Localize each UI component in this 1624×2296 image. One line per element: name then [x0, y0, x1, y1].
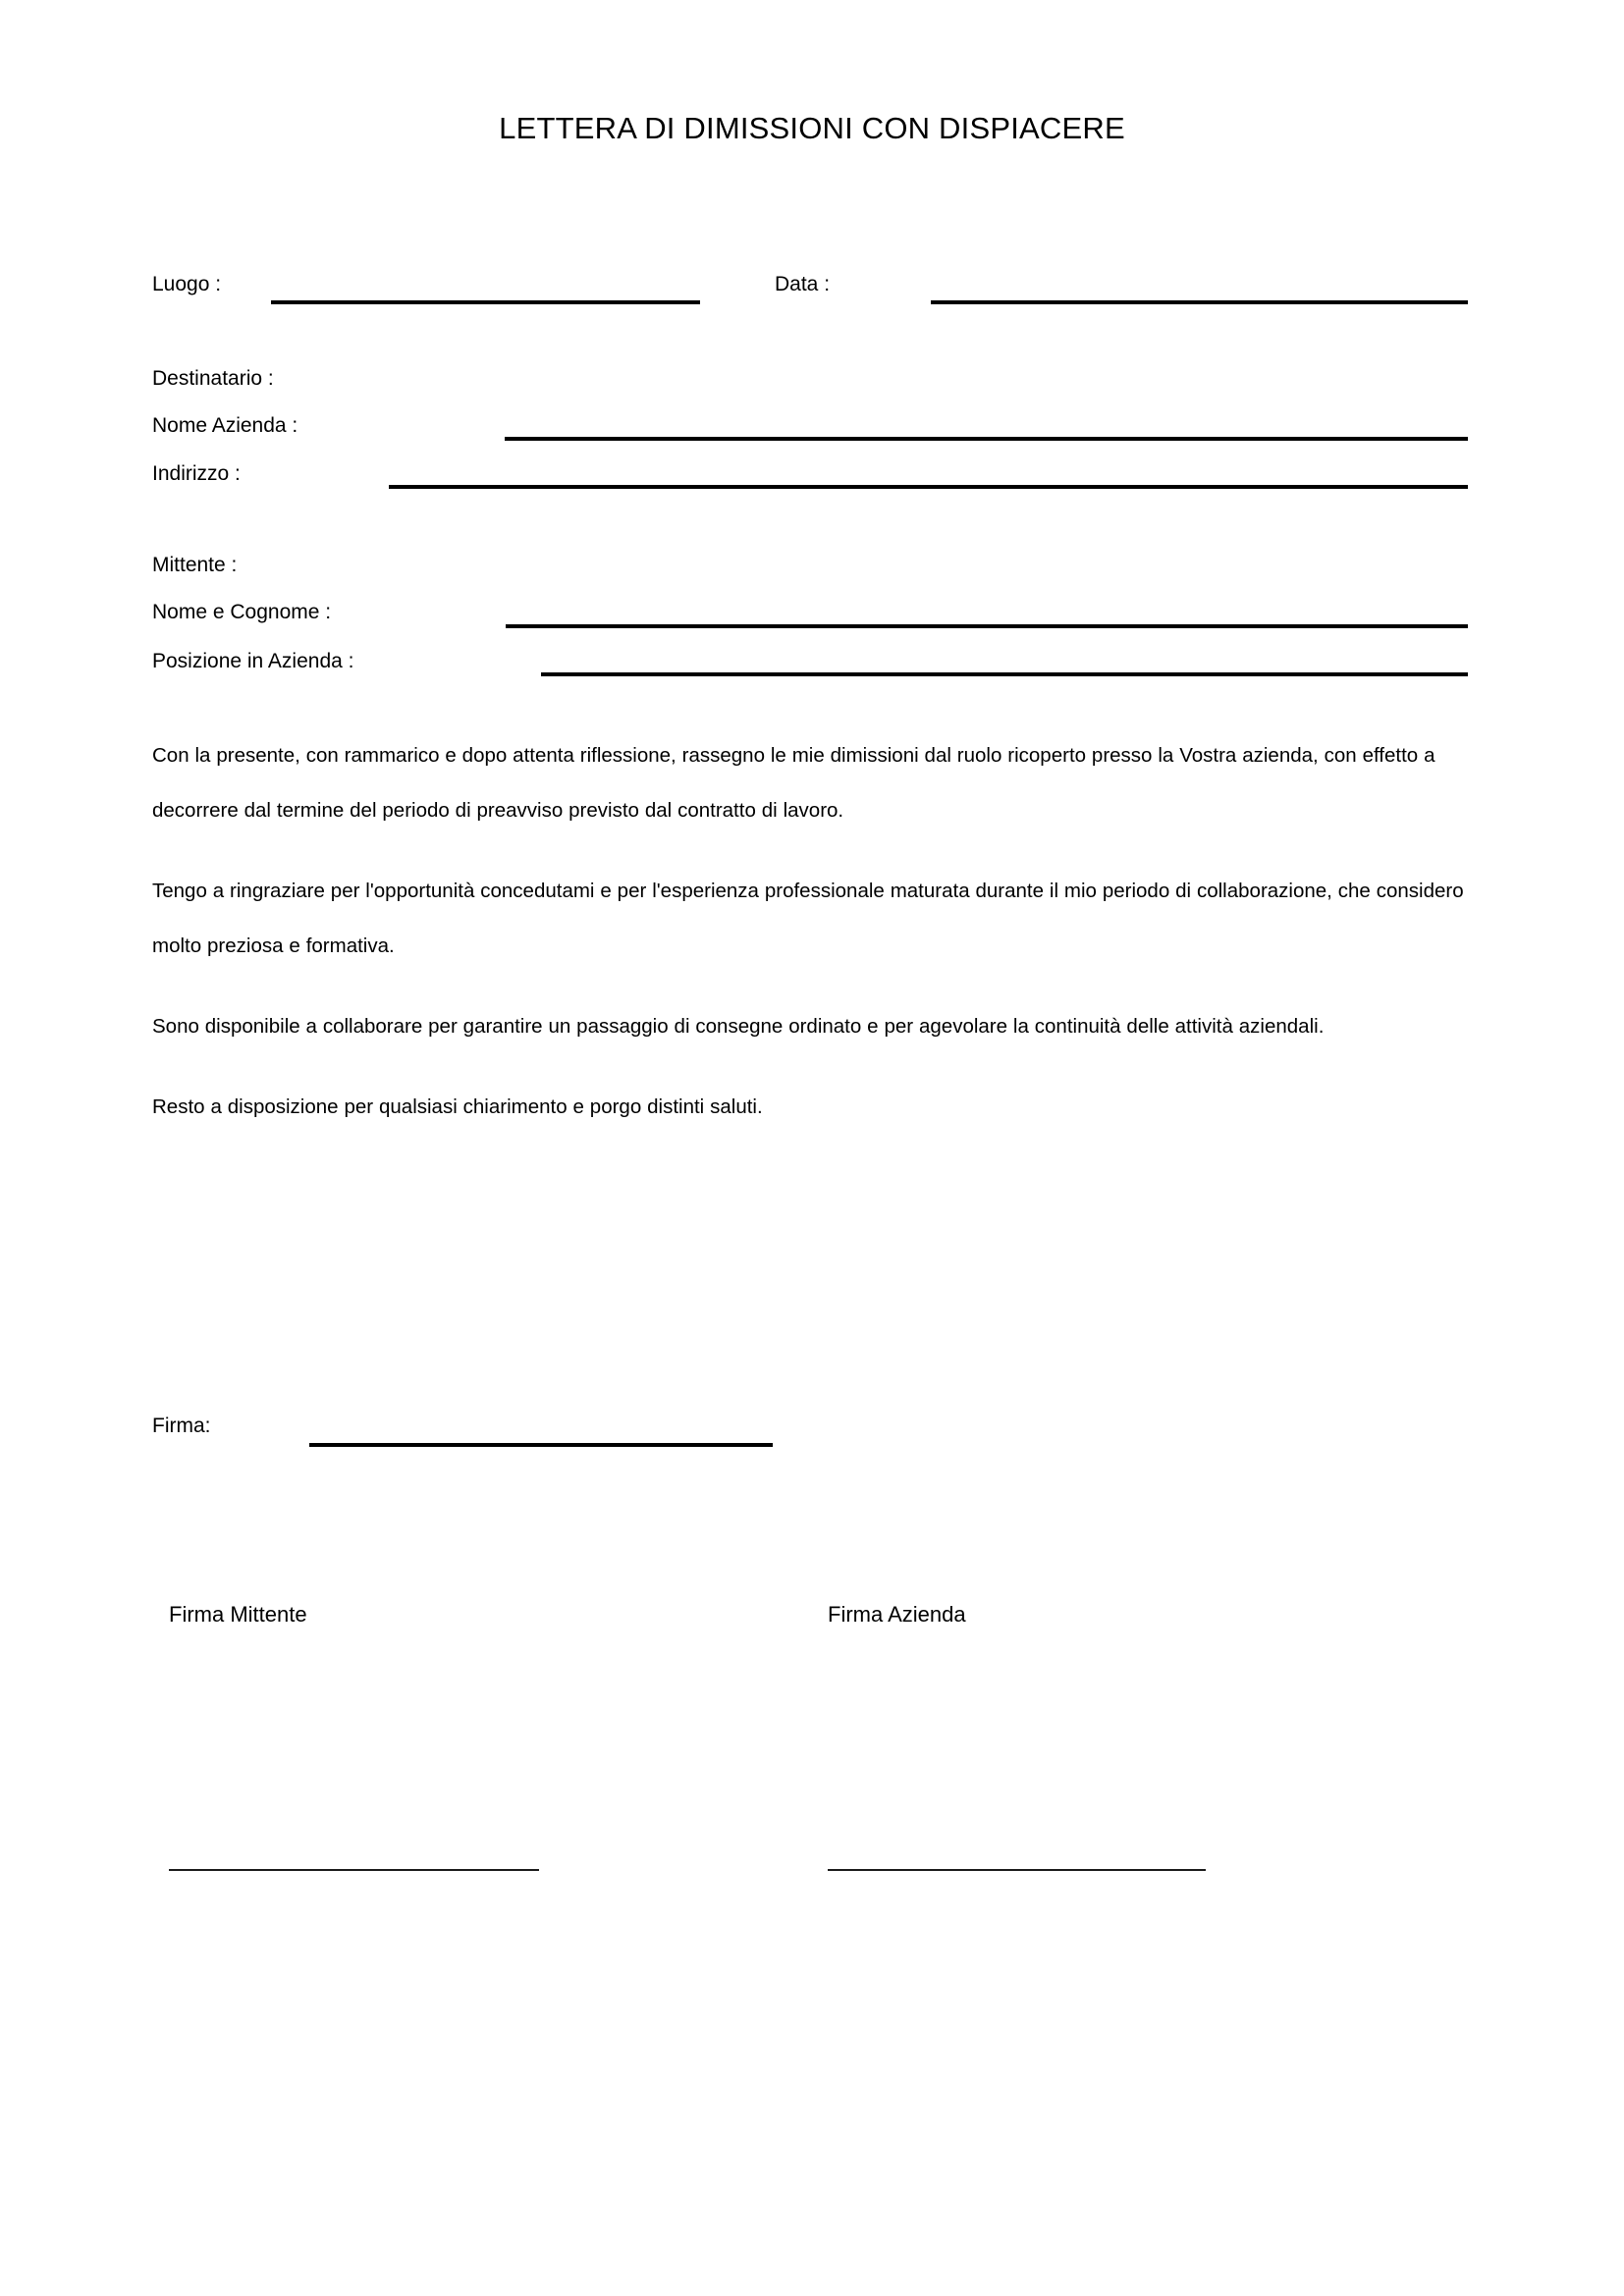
sender-full-name-input-line[interactable]	[506, 624, 1468, 628]
body-paragraph: Resto a disposizione per qualsiasi chiarimento e porgo distinti saluti.	[152, 1095, 763, 1118]
sender-position-input-line[interactable]	[541, 672, 1468, 676]
signature-label: Firma:	[152, 1415, 211, 1437]
body-paragraph: Sono disponibile a collaborare per garantire un passaggio di consegne ordinato e per agevolare la continuità delle attività aziendali.	[152, 1015, 1325, 1038]
letter-body	[152, 728, 1468, 1135]
sender-position-label: Posizione in Azienda :	[152, 650, 354, 672]
date-label: Data :	[775, 273, 831, 295]
company-name-label: Nome Azienda :	[152, 414, 298, 437]
company-signature-caption: Firma Azienda	[828, 1602, 966, 1627]
sender-signature-caption: Firma Mittente	[169, 1602, 307, 1627]
sender-signature-line[interactable]	[169, 1869, 539, 1871]
recipient-address-input-line[interactable]	[389, 485, 1468, 489]
date-input-line[interactable]	[931, 300, 1468, 304]
sender-section-label: Mittente :	[152, 554, 238, 576]
place-input-line[interactable]	[271, 300, 700, 304]
body-paragraph: Con la presente, con rammarico e dopo attenta riflessione, rassegno le mie dimissioni dal ruolo ricoperto presso la Vostra azienda, con effetto a decorrere dal termine del periodo di preavviso previsto dal contratto di lavoro.	[152, 744, 1435, 822]
company-name-input-line[interactable]	[505, 437, 1468, 441]
page-title: LETTERA DI DIMISSIONI CON DISPIACERE	[499, 111, 1125, 145]
body-paragraph: Tengo a ringraziare per l'opportunità concedutami e per l'esperienza professionale maturata durante il mio periodo di collaborazione, che considero molto preziosa e formativa.	[152, 880, 1464, 957]
recipient-address-label: Indirizzo :	[152, 462, 241, 485]
place-label: Luogo :	[152, 273, 222, 295]
signature-input-line[interactable]	[309, 1443, 773, 1447]
recipient-section-label: Destinatario :	[152, 367, 274, 390]
company-signature-line[interactable]	[828, 1869, 1206, 1871]
sender-full-name-label: Nome e Cognome :	[152, 601, 332, 623]
